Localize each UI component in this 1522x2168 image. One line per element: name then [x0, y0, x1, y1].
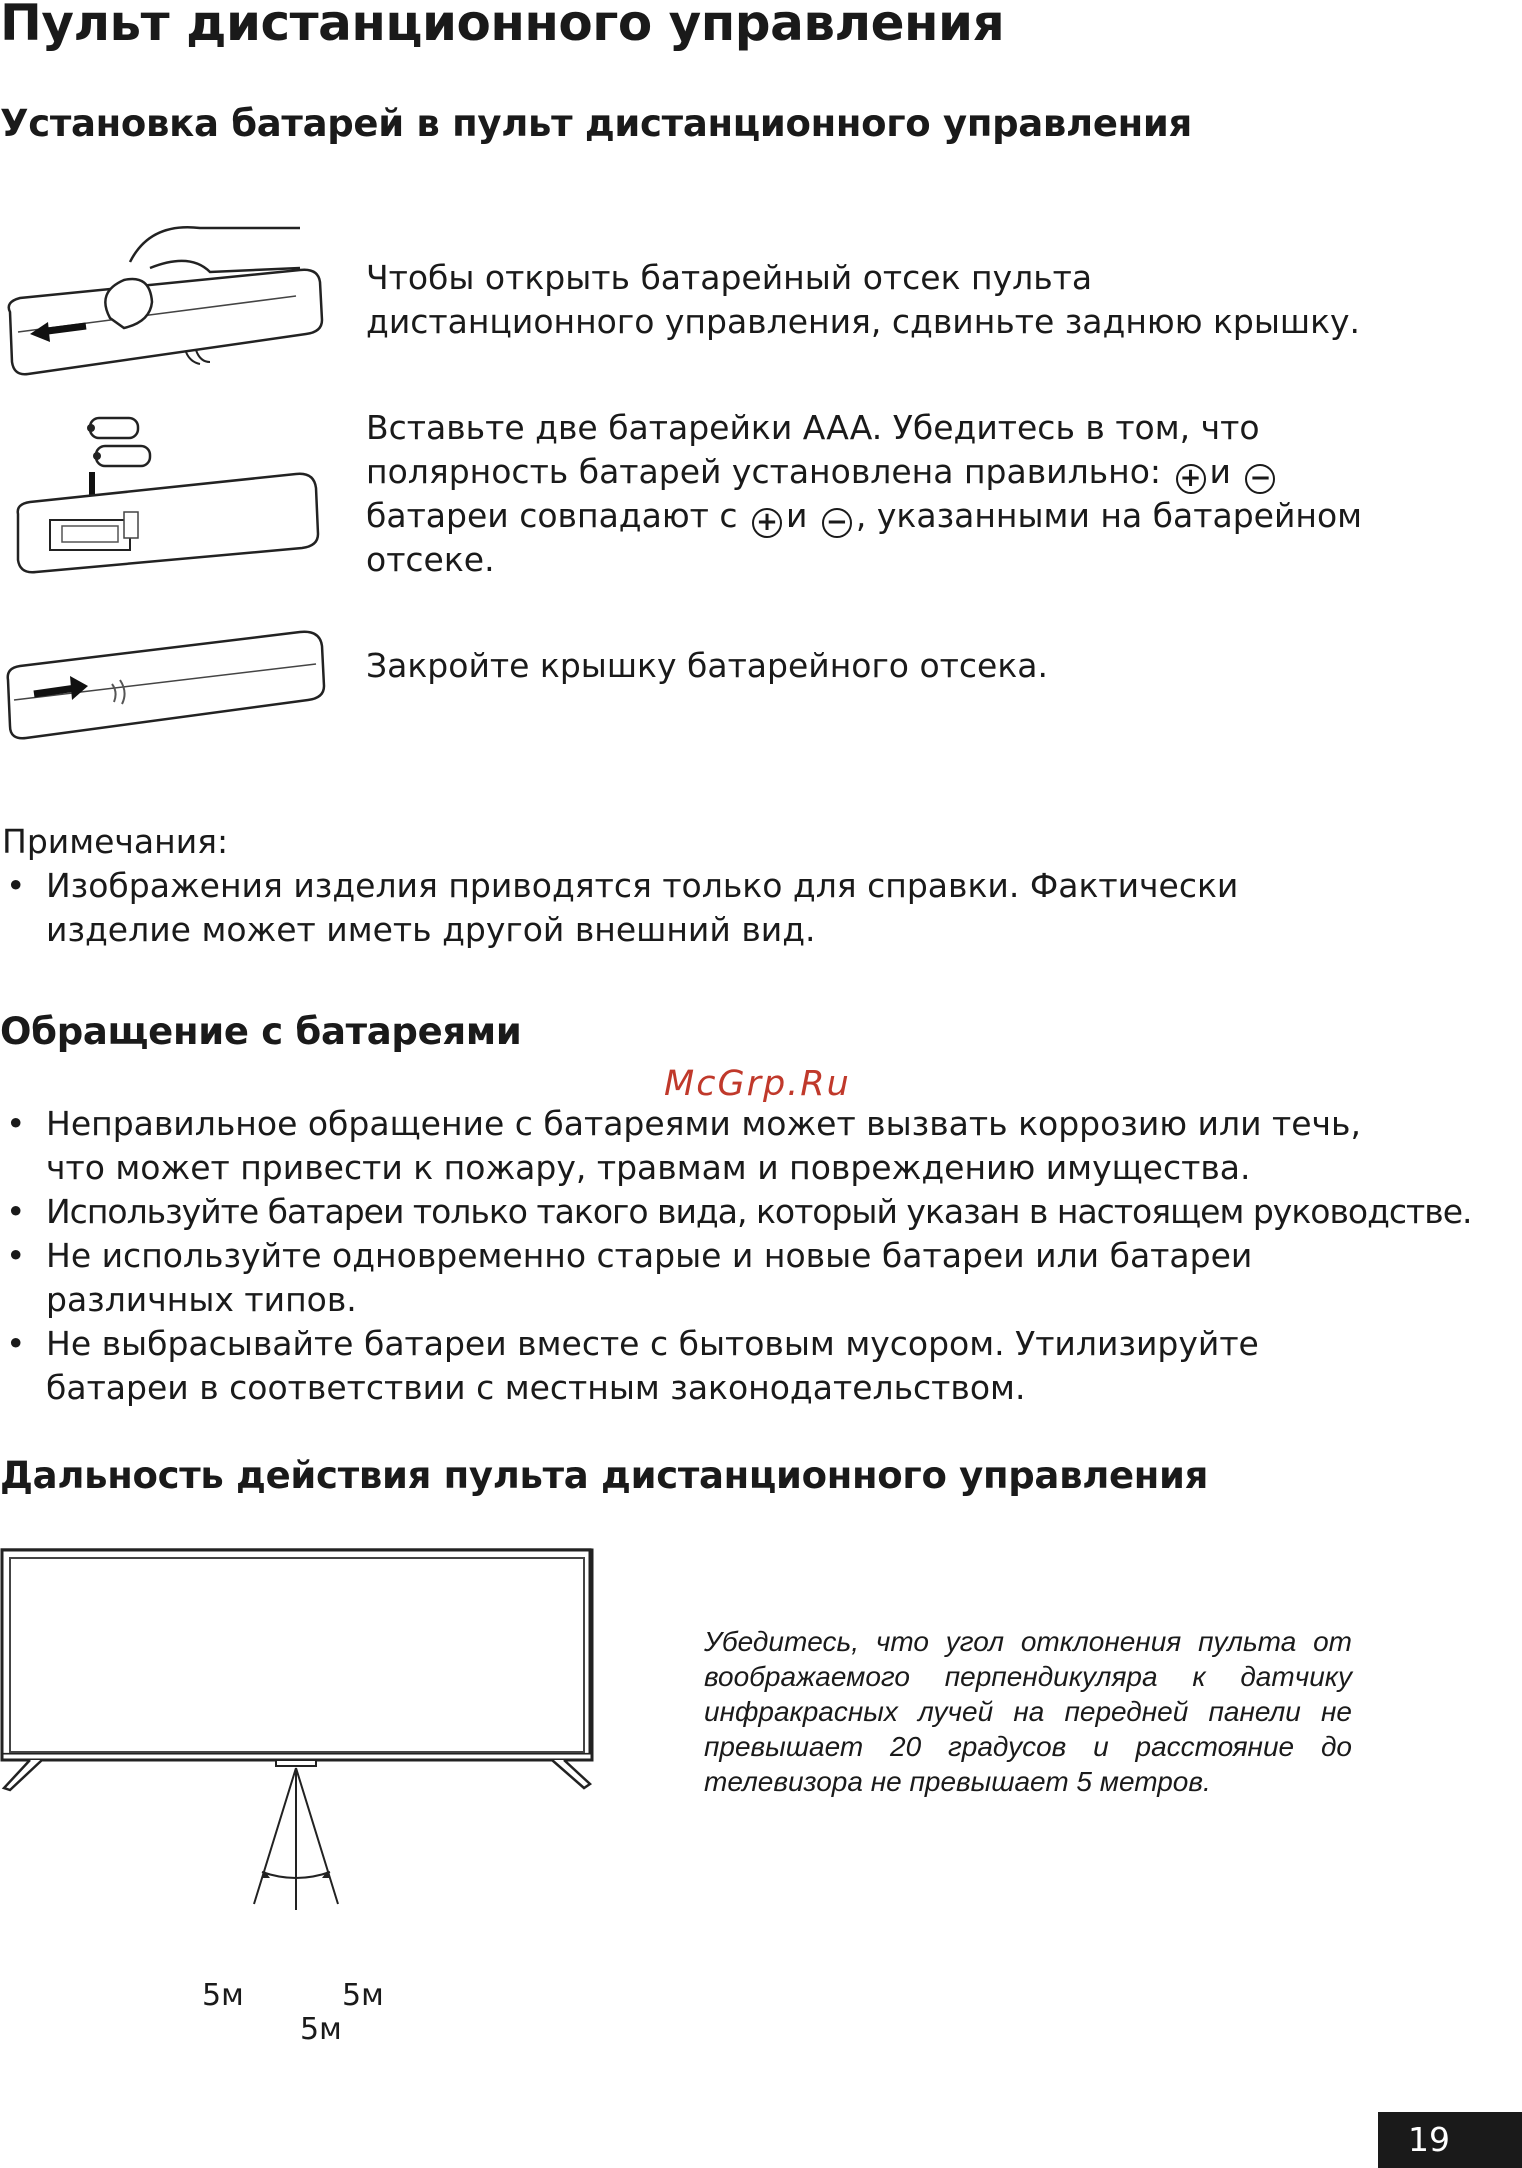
batteries-list [0, 1102, 1472, 1410]
batteries-heading: Обращение с батареями [0, 1010, 522, 1053]
remote-insert-batteries-illustration [0, 408, 330, 578]
plus-icon: + [752, 508, 782, 538]
range-label-left: 5м [202, 1978, 244, 2013]
remote-close-cover-illustration [0, 624, 330, 744]
list-item: • Не используйте одновременно старые и новые батареи или батареи различных типов. [0, 1234, 1380, 1322]
minus-icon: − [822, 508, 852, 538]
minus-icon: − [1245, 464, 1275, 494]
page-title: Пульт дистанционного управления [0, 0, 1005, 52]
page-number: 19 [1378, 2112, 1522, 2168]
list-item: • Изображения изделия приводятся только для справки. Фактически изделие может иметь другой внешний вид. [0, 864, 1380, 952]
list-item: • Неправильное обращение с батареями может вызвать коррозию или течь, что может привести к пожару, травмам и повреждению имущества. [0, 1102, 1380, 1190]
range-note: Убедитесь, что угол отклонения пульта от воображаемого перпендикуляра к датчику инфракрасных лучей на передней панели не превышает 20 градусов и расстояние до телевизора не превышает 5 метров. [704, 1626, 1352, 1797]
tv-range-diagram [0, 1548, 600, 1868]
list-item: • Используйте батареи только такого вида, который указан в настоящем руководстве. [0, 1190, 1380, 1234]
range-label-right: 5м [342, 1978, 384, 2013]
install-step-1: Чтобы открыть батарейный отсек пульта дистанционного управления, сдвиньте заднюю крышку. [366, 258, 1361, 341]
tv-screen [2, 1549, 590, 1754]
plus-icon: + [1176, 464, 1206, 494]
notes-label: Примечания: [2, 822, 229, 861]
watermark: McGrp.Ru [664, 1064, 851, 1104]
notes-list [0, 864, 1380, 952]
remote-open-cover-illustration [0, 222, 330, 382]
range-label-center: 5м [300, 2012, 342, 2047]
range-heading: Дальность действия пульта дистанционного управления [0, 1454, 1209, 1497]
install-step-2: Вставьте две батарейки AAA. Убедитесь в том, что полярность батарей установлена правильно: + и − батареи совпадают с + и − , указанными на батарейном отсеке. [366, 408, 1363, 579]
install-heading: Установка батарей в пульт дистанционного управления [0, 102, 1192, 145]
list-item: • Не выбрасывайте батареи вместе с бытовым мусором. Утилизируйте батареи в соответствии с местным законодательством. [0, 1322, 1380, 1410]
install-step-3: Закройте крышку батарейного отсека. [366, 646, 1048, 685]
